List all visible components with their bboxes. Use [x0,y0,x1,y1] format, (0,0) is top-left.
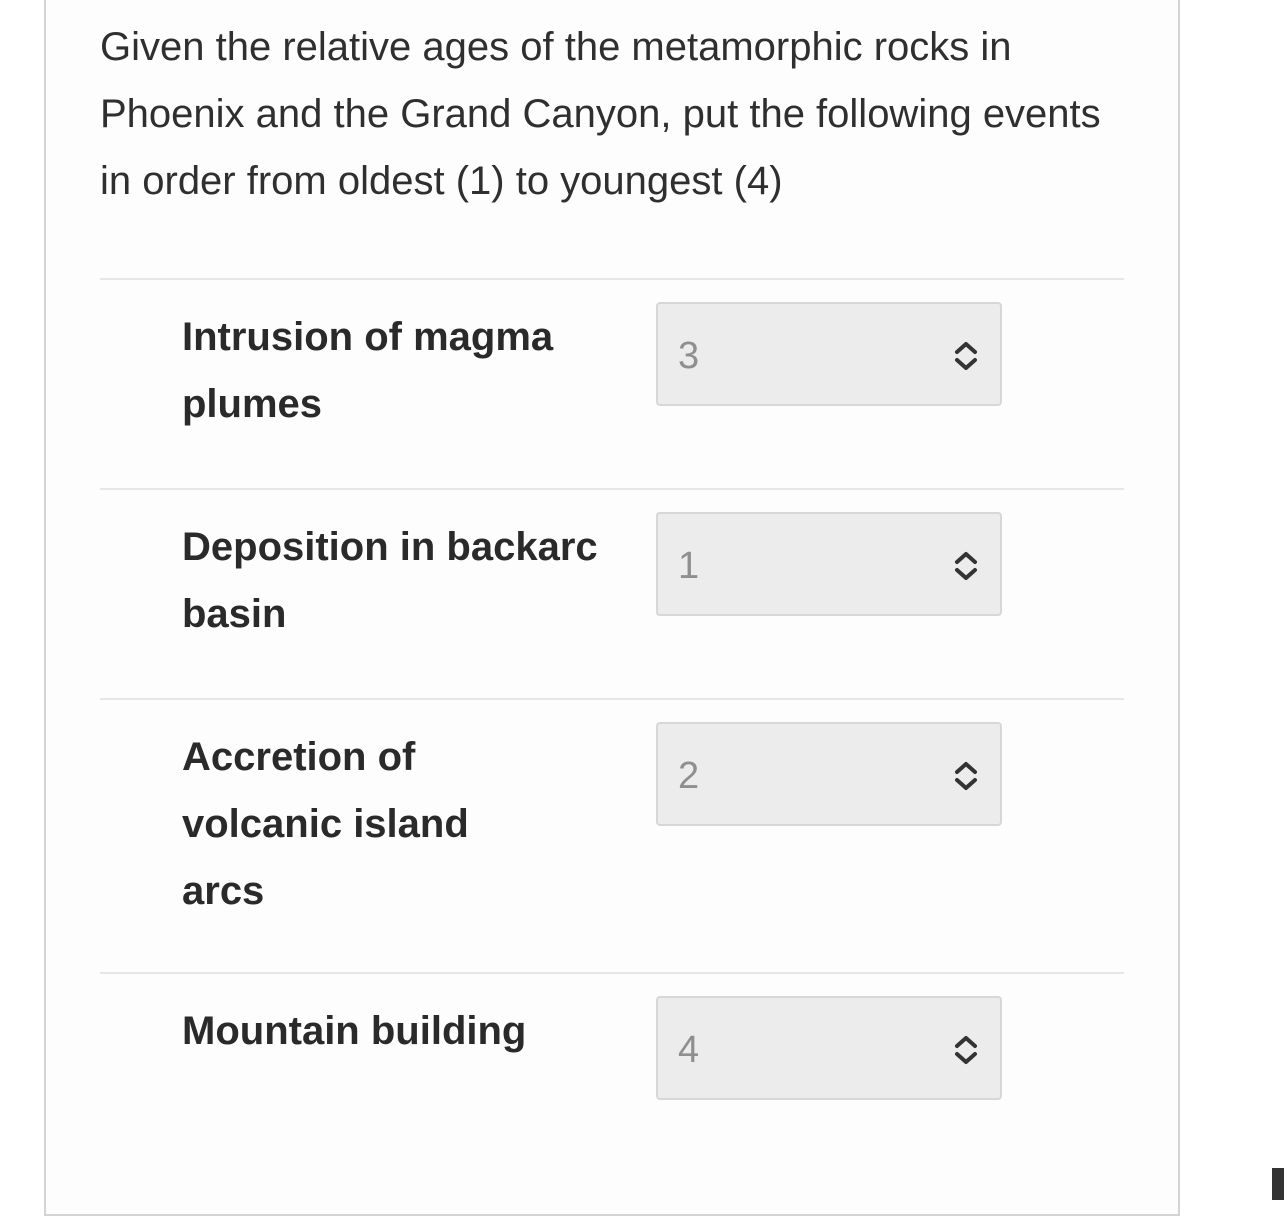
order-select-value: 2 [678,755,700,797]
ordering-list [100,278,1124,1214]
order-select[interactable] [656,302,1002,406]
event-label: Accretion of volcanic island arcs [182,735,469,913]
event-row [100,972,1124,1214]
order-select[interactable] [656,512,1002,616]
question-text: Given the relative ages of the metamorphic rocks in Phoenix and the Grand Canyon, put the following events in order from oldest (1) to youngest (4) [100,25,1101,203]
order-select[interactable] [656,996,1002,1100]
event-row [100,278,1124,488]
chevron-up-down-icon [952,759,980,793]
chevron-up-down-icon [952,549,980,583]
event-label: Deposition in backarc basin [182,525,598,636]
event-label: Mountain building [182,1009,527,1053]
event-row [100,488,1124,698]
chevron-up-down-icon [952,339,980,373]
question-panel [44,0,1180,1216]
order-select-value: 1 [678,545,700,587]
order-select-value: 3 [678,335,700,377]
scrollbar-thumb[interactable] [1272,1168,1284,1200]
event-row [100,698,1124,972]
order-select[interactable] [656,722,1002,826]
chevron-up-down-icon [952,1033,980,1067]
order-select-value: 4 [678,1029,700,1071]
event-label: Intrusion of magma plumes [182,315,554,426]
